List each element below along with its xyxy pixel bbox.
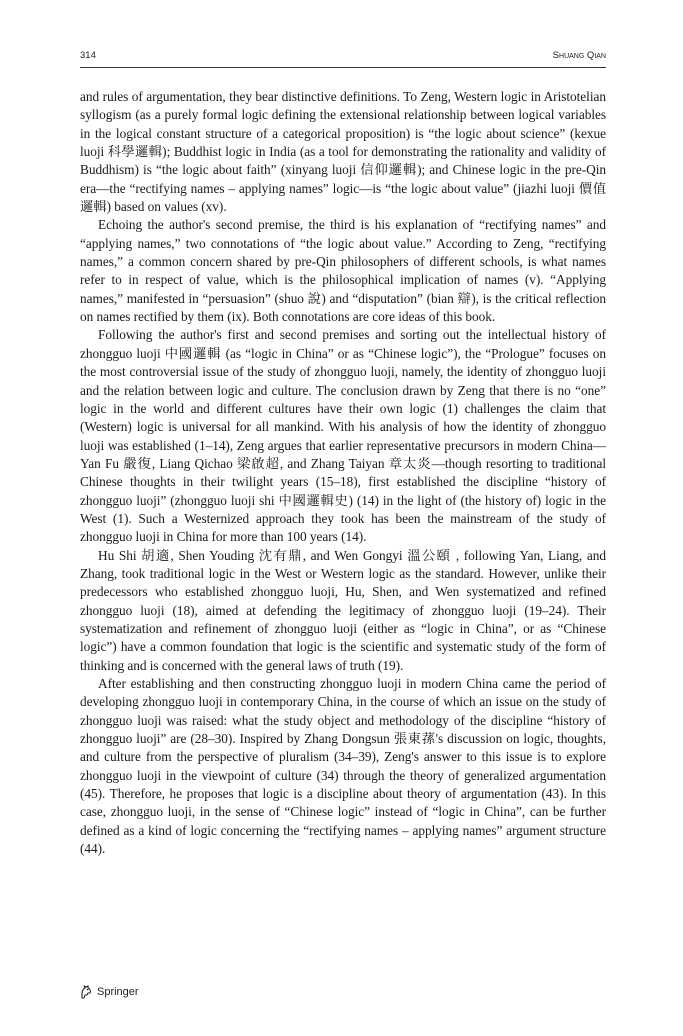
article-body [80, 88, 606, 858]
paragraph-2: Echoing the author's second premise, the third is his explanation of “rectifying names” and “applying names,” two connotations of “the logic about value.” According to Zeng, “rectifying names,” a common concern shared by pre-Qin philosophers of different schools, is what names refer to in respect of value, which is the philosophical implication of names (v). “Applying names,” manifested in “persuasion” (shuo 說) and “disputation” (bian 辯), is the critical reflection on names rectified by them (ix). Both connotations are core ideas of this book. [80, 217, 606, 325]
publisher-name: Springer [97, 986, 139, 998]
page-footer [80, 985, 139, 999]
paragraph-5: After establishing and then constructing zhongguo luoji in modern China came the period of developing zhongguo luoji in contemporary China, in the course of which an issue on the study of zhongguo luoji was raised: what the study object and methodology of the discipline “history of zhongguo luoji” are (28–30). Inspired by Zhang Dongsun 張東蓀's discussion on logic, thoughts, and culture from the perspective of pluralism (34–39), Zeng's answer to this issue is to explore zhongguo luoji in the viewpoint of culture (34) through the theory of generalized argumentation (45). Therefore, he proposes that logic is a discipline about theory of argumentation (43). In this case, zhongguo luoji, in the sense of “Chinese logic” instead of “logic in China”, can be further defined as a kind of logic concerning the “rectifying names – applying names” argument structure (44). [80, 676, 606, 857]
paragraph-4: Hu Shi 胡適, Shen Youding 沈有鼎, and Wen Gongyi 溫公頤 , following Yan, Liang, and Zhang, took traditional logic in the West or Western logic as the standard. However, unlike their predecessors who established zhongguo luoji, Hu, Shen, and Wen systematized and refined zhongguo luoji (18), aimed at defending the legitimacy of zhongguo luoji (19–24). Their systematization and refinement of zhongguo luoji (either as “logic in China”, or as “Chinese logic”) have a common foundation that logic is the scientific and systematic study of the form of thinking and is concerned with the general laws of truth (19). [80, 547, 606, 673]
page-number: 314 [80, 50, 96, 61]
paragraph-1: and rules of argumentation, they bear distinctive definitions. To Zeng, Western logic in Aristotelian syllogism (as a purely formal logic defining the extensional relationship between logical variables in the logical constant structure of a categorical proposition) is “the logic about science” (kexue luoji 科學邏輯); Buddhist logic in India (as a tool for demonstrating the rationality and validity of Buddhism) is “the logic about faith” (xinyang luoji 信仰邏輯); and Chinese logic in the pre-Qin era—the “rectifying names – applying names” logic—is “the logic about value” (jiazhi luoji 價值邏輯) based on values (xv). [80, 89, 606, 215]
header-rule [80, 67, 606, 68]
running-header [80, 50, 606, 64]
paragraph-3: Following the author's first and second premises and sorting out the intellectual history of zhongguo luoji 中國邏輯 (as “logic in China” or as “Chinese logic”), the “Prologue” focuses on the most controversial issue of the study of zhongguo luoji, namely, the identity of zhongguo luoji and the relation between logic and culture. The conclusion drawn by Zeng that there is no “one” logic in the world and different cultures have their own logic (1) challenges the claim that (Western) logic is universal for all mankind. With his analysis of how the identity of zhongguo luoji was established (1–14), Zeng argues that earlier representative precursors in modern China—Yan Fu 嚴復, Liang Qichao 梁啟超, and Zhang Taiyan 章太炎—though resorting to traditional Chinese thoughts in their twilight years (15–18), first established the discipline “history of zhongguo luoji” (zhongguo luoji shi 中國邏輯史) (14) in the light of (the history of) logic in the West (1). Such a Westernized approach they took has been the mainstream of the study of zhongguo luoji in China for more than 100 years (14). [80, 327, 606, 545]
running-author: Shuang Qian [552, 50, 606, 61]
springer-horse-icon [80, 985, 93, 999]
